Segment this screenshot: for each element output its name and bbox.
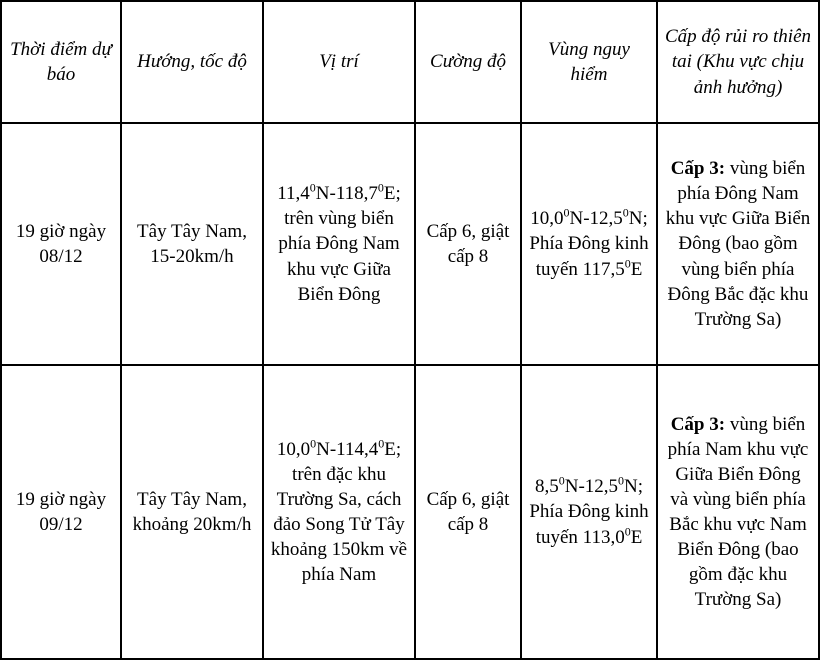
cell-risk-level xyxy=(657,365,819,659)
cell-direction-speed: Tây Tây Nam, 15-20km/h xyxy=(121,123,263,365)
table-row xyxy=(1,123,819,365)
column-header-direction-speed: Hướng, tốc độ xyxy=(121,1,263,123)
risk-level-badge: Cấp 3: xyxy=(670,413,726,435)
cell-position: 11,4$^0$N-118,7$^0$E; trên vùng biển phía Đông Nam khu vực Giữa Biển Đông xyxy=(263,123,415,365)
column-header-time: Thời điểm dự báo xyxy=(1,1,121,123)
column-header-danger-zone: Vùng nguy hiểm xyxy=(521,1,657,123)
column-header-risk-level: Cấp độ rủi ro thiên tai (Khu vực chịu ảnh hưởng) xyxy=(657,1,819,123)
cell-time: 19 giờ ngày 09/12 xyxy=(1,365,121,659)
risk-level-badge: Cấp 3: xyxy=(670,158,726,180)
cell-intensity: Cấp 6, giật cấp 8 xyxy=(415,123,521,365)
cell-danger-zone: 10,0$^0$N-12,5$^0$N; Phía Đông kinh tuyến 117,5$^0$E xyxy=(521,123,657,365)
cell-danger-zone: $8,5^0N-12,5^0N$; Phía Đông kinh tuyến 113,0$^0$E xyxy=(521,365,657,659)
risk-level-description: vùng biển phía Đông Nam khu vực Giữa Biển Đông (bao gồm vùng biển phía Đông Bắc đặc khu Trường Sa) xyxy=(665,158,811,330)
cell-time: 19 giờ ngày 08/12 xyxy=(1,123,121,365)
column-header-intensity: Cường độ xyxy=(415,1,521,123)
table-row xyxy=(1,365,819,659)
cell-intensity: Cấp 6, giật cấp 8 xyxy=(415,365,521,659)
cell-risk-level xyxy=(657,123,819,365)
risk-level-description: vùng biển phía Nam khu vực Giữa Biển Đông và vùng biển phía Bắc khu vực Nam Biển Đông (bao gồm đặc khu Trường Sa) xyxy=(667,413,809,611)
cell-direction-speed: Tây Tây Nam, khoảng 20km/h xyxy=(121,365,263,659)
cell-position: 10,0$^0$N-114,4$^0$E; trên đặc khu Trường Sa, cách đảo Song Tử Tây khoảng 150km về phía Nam xyxy=(263,365,415,659)
column-header-position: Vị trí xyxy=(263,1,415,123)
table-header-row xyxy=(1,1,819,123)
